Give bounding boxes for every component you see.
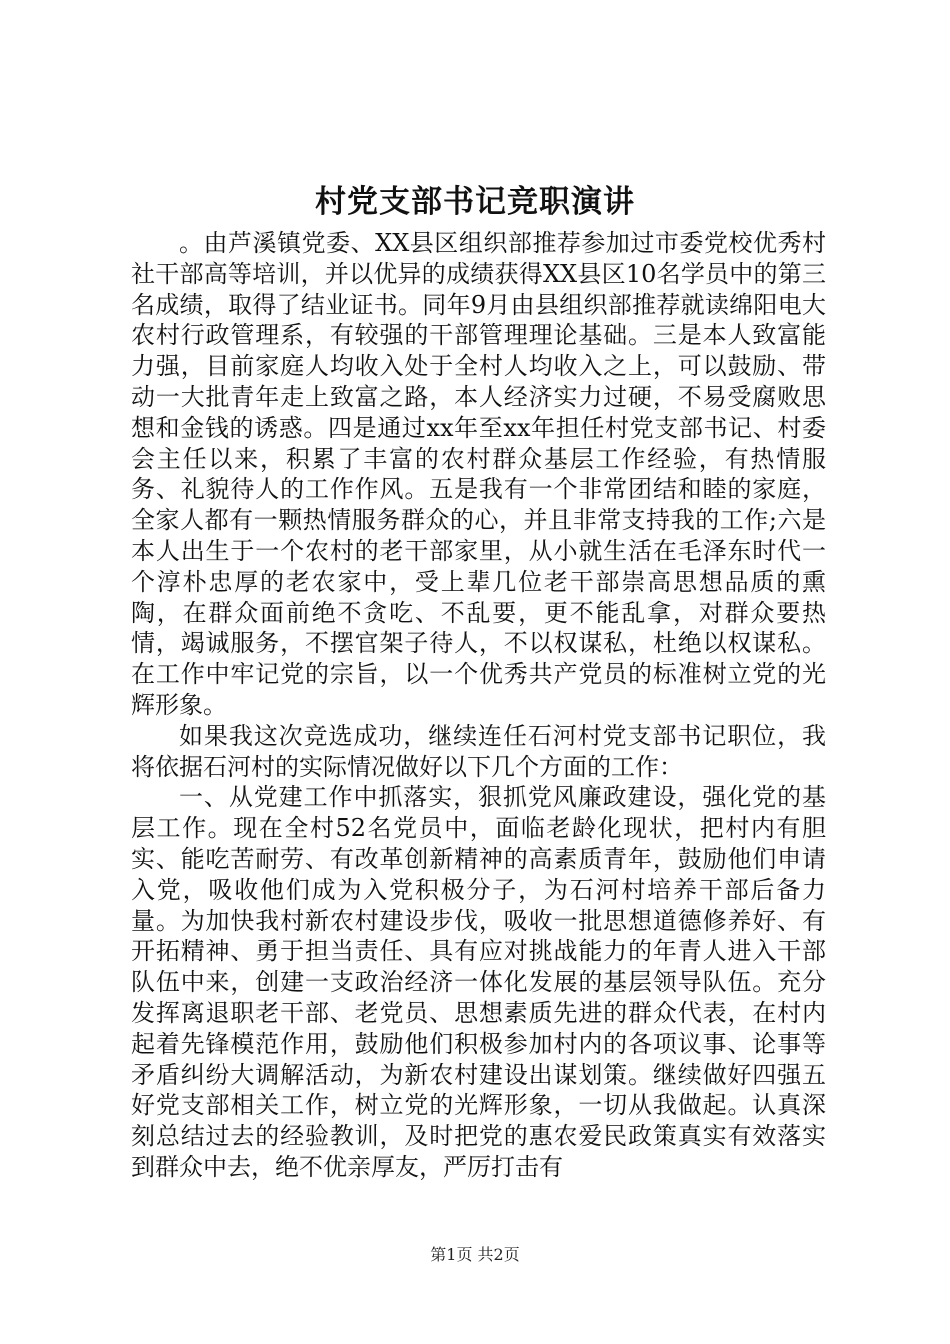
page-number-footer: 第1页 共2页	[430, 1245, 520, 1264]
document-title: 村党支部书记竞职演讲	[315, 184, 635, 220]
paragraph-1: 。由芦溪镇党委、XX县区组织部推荐参加过市委党校优秀村社干部高等培训，并以优异的成绩获得XX县区10名学员中的第三名成绩，取得了结业证书。同年9月由县组织部推荐就读绵阳电大农村行政管理系，有较强的干部管理理论基础。三是本人致富能力强，目前家庭人均收入处于全村人均收入之上，可以鼓励、带动一大批青年走上致富之路，本人经济实力过硬，不易受腐败思想和金钱的诱惑。四是通过xx年至xx年担任村党支部书记、村委会主任以来，积累了丰富的农村群众基层工作经验，有热情服务、礼貌待人的工作作风。五是我有一个非常团结和睦的家庭，全家人都有一颗热情服务群众的心，并且非常支持我的工作;六是本人出生于一个农村的老干部家里，从小就生活在毛泽东时代一个淳朴忠厚的老农家中，受上辈几位老干部崇高思想品质的熏陶，在群众面前绝不贪吃、不乱要，更不能乱拿，对群众要热情，竭诚服务，不摆官架子待人，不以权谋私，杜绝以权谋私。在工作中牢记党的宗旨，以一个优秀共产党员的标准树立党的光辉形象。	[131, 229, 826, 719]
paragraph-3: 一、从党建工作中抓落实，狠抓党风廉政建设，强化党的基层工作。现在全村52名党员中，面临老龄化现状，把村内有胆实、能吃苦耐劳、有改革创新精神的高素质青年，鼓励他们申请入党，吸收他们成为入党积极分子，为石河村培养干部后备力量。为加快我村新农村建设步伐，吸收一批思想道德修养好、有开拓精神、勇于担当责任、具有应对挑战能力的年青人进入干部队伍中来，创建一支政治经济一体化发展的基层领导队伍。充分发挥离退职老干部、老党员、思想素质先进的群众代表，在村内起着先锋模范作用，鼓励他们积极参加村内的各项议事、论事等矛盾纠纷大调解活动，为新农村建设出谋划策。继续做好四强五好党支部相关工作，树立党的光辉形象，一切从我做起。认真深刻总结过去的经验教训，及时把党的惠农爱民政策真实有效落实到群众中去，绝不优亲厚友，严厉打击有	[131, 783, 826, 1181]
document-body	[131, 228, 826, 1183]
paragraph-2: 如果我这次竞选成功，继续连任石河村党支部书记职位，我将依据石河村的实际情况做好以下几个方面的工作：	[131, 721, 826, 781]
